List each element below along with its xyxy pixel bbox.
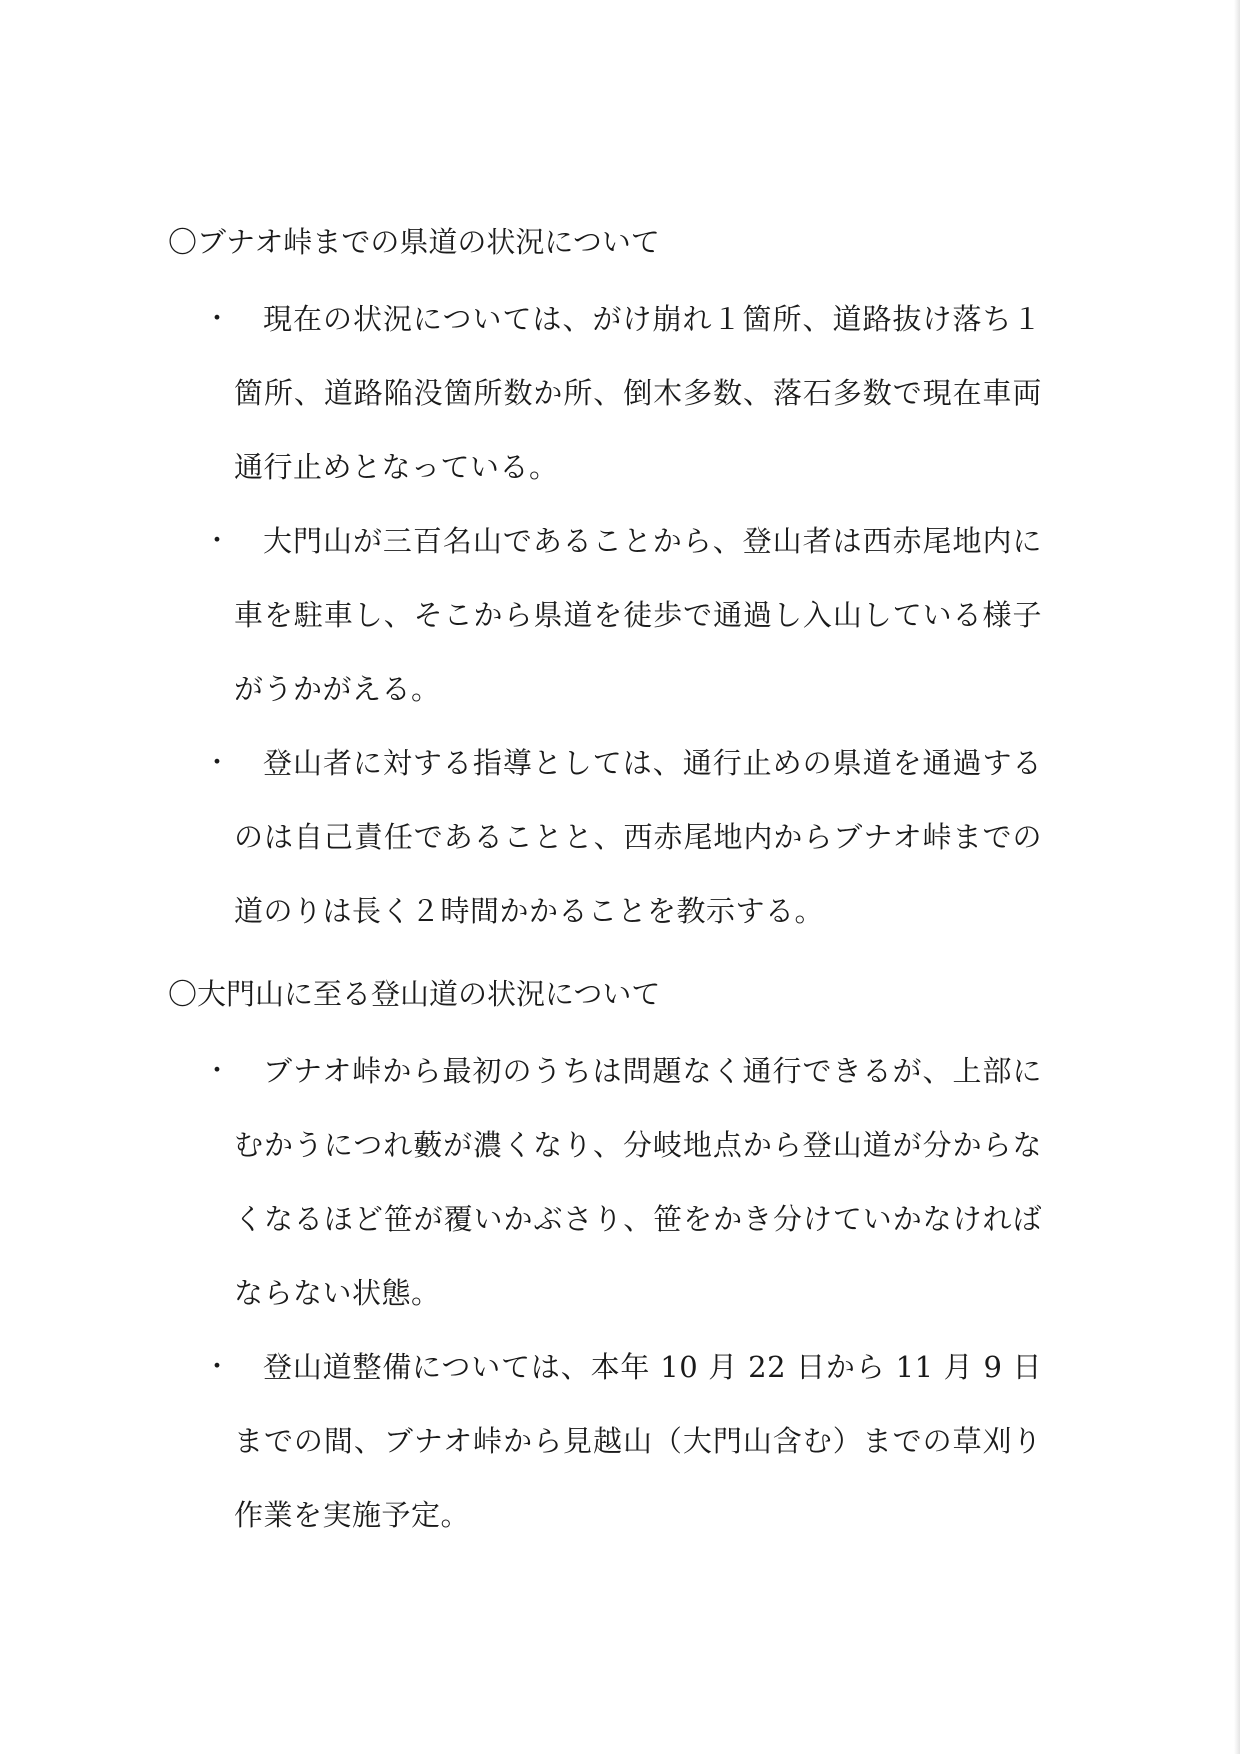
bullet-text: 登山者に対する指導としては、通行止めの県道を通過するのは自己責任であることと、西赤尾地内からブナオ峠までの道のりは長く２時間かかることを教示する。 bbox=[234, 746, 1042, 928]
section-heading-trail: 〇大門山に至る登山道の状況について bbox=[168, 977, 661, 1011]
bullet-marker: ・ bbox=[204, 1056, 231, 1086]
bullet-marker: ・ bbox=[204, 748, 231, 778]
section-heading-prefectural-road: 〇ブナオ峠までの県道の状況について bbox=[168, 225, 660, 259]
bullet-marker: ・ bbox=[204, 304, 231, 334]
page-edge-shadow bbox=[1234, 0, 1240, 1754]
bullet-marker: ・ bbox=[204, 1352, 231, 1382]
bullet-text: 現在の状況については、がけ崩れ１箇所、道路抜け落ち１箇所、道路陥没箇所数か所、倒木多数、落石多数で現在車両通行止めとなっている。 bbox=[234, 302, 1042, 484]
bullet-marker: ・ bbox=[204, 526, 231, 556]
bullet-text: ブナオ峠から最初のうちは問題なく通行できるが、上部にむかうにつれ藪が濃くなり、分岐地点から登山道が分からなくなるほど笹が覆いかぶさり、笹をかき分けていかなければならない状態。 bbox=[234, 1054, 1042, 1310]
bullet-text: 大門山が三百名山であることから、登山者は西赤尾地内に車を駐車し、そこから県道を徒歩で通過し入山している様子がうかがえる。 bbox=[234, 524, 1042, 706]
bullet-text: 登山道整備については、本年 10 月 22 日から 11 月 9 日までの間、ブナオ峠から見越山（大門山含む）までの草刈り作業を実施予定。 bbox=[234, 1350, 1042, 1532]
